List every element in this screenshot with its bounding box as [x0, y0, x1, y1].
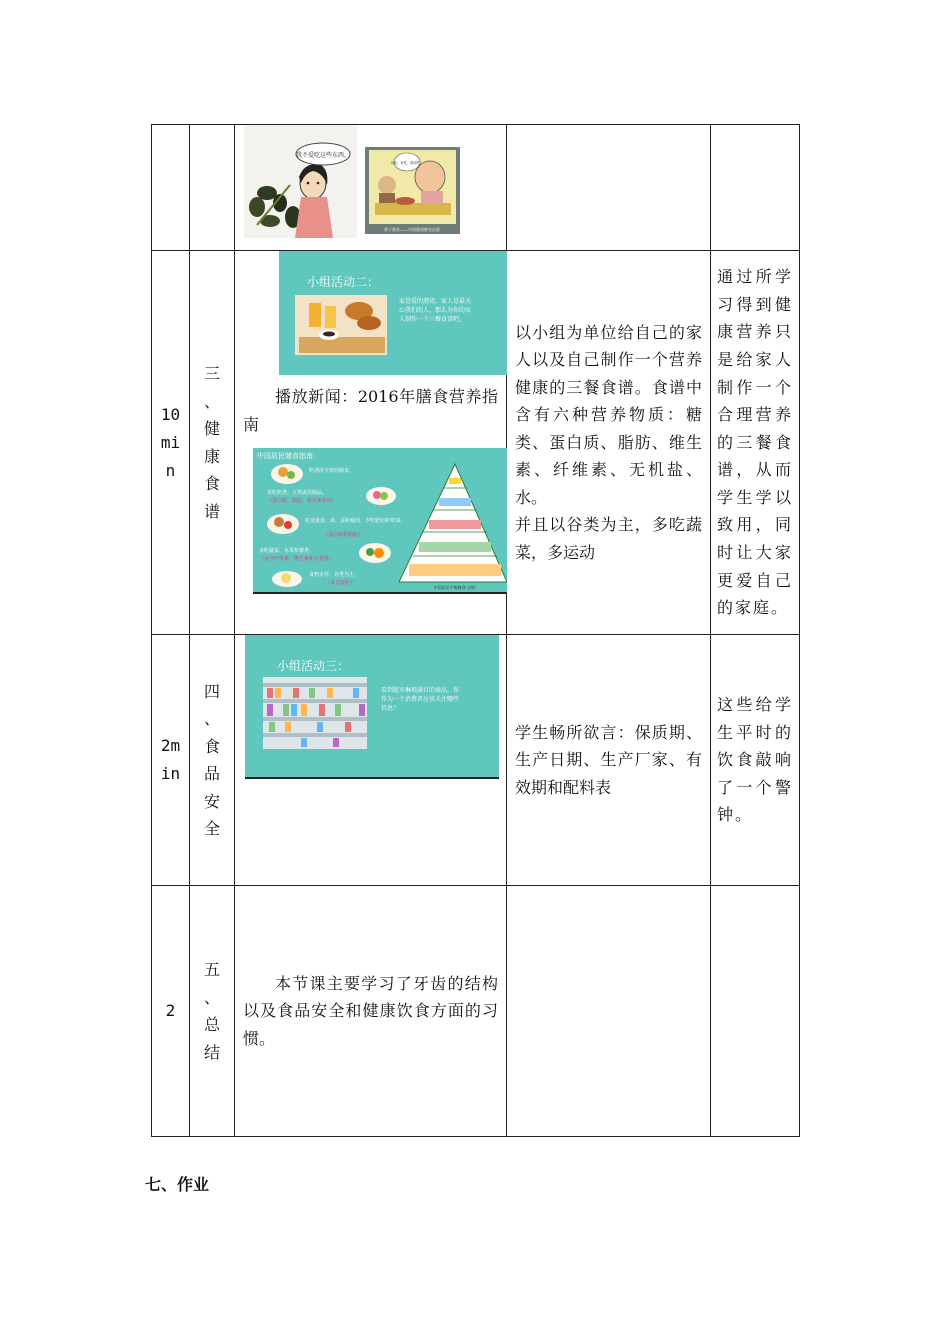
diet-guide-slide — [253, 448, 507, 594]
step-cell — [190, 125, 235, 251]
reflection-cell — [711, 886, 800, 1137]
step-cell — [190, 251, 235, 635]
step-char: 四 — [203, 681, 220, 701]
guide-item-text: 多吃蔬菜、水果和薯类。 — [259, 548, 315, 554]
slide-title: 小组活动三： — [277, 659, 350, 673]
step-cell — [190, 635, 235, 886]
guide-item-note: （多含淀粉） — [325, 580, 356, 586]
student-text: 并且以谷类为主，多吃蔬菜，多运动 — [515, 515, 702, 562]
student-cell — [507, 886, 711, 1137]
slide-bullet: 家是爱的港湾，家人是最关心我们的人，那么为你的家人制作一个三餐食谱吧。 — [399, 299, 472, 323]
food-pyramid — [399, 464, 507, 582]
step-char: 食 — [203, 474, 220, 493]
step-char: 谱 — [203, 501, 220, 521]
pyramid-caption: 中国居民平衡膳食“宝塔” — [433, 585, 477, 590]
reflection-cell: 这些给学生平时的饮食敲响了一个警钟。 — [711, 635, 800, 886]
step-char: 总 — [203, 1015, 220, 1034]
step-char: 康 — [203, 446, 220, 466]
activity-cell — [235, 635, 507, 886]
slide-group-activity-3 — [245, 635, 499, 779]
activity-text: 播放新闻：2016年膳食营养指南 — [243, 387, 498, 434]
step-char: 、 — [203, 987, 220, 1007]
step-char: 、 — [203, 391, 220, 411]
time-cell: 10min — [152, 251, 190, 635]
breakfast-photo — [279, 251, 507, 375]
cartoon2-speech-text: 好吃，好吃，真好吃！ — [391, 161, 423, 165]
lesson-plan-table — [151, 124, 800, 1137]
guide-title: 中国居民膳食指南： — [257, 453, 320, 460]
activity-cell — [235, 251, 507, 635]
diet-guide-graphic — [253, 448, 507, 592]
table-row — [152, 125, 800, 251]
table-row — [152, 886, 800, 1137]
step-char: 、 — [203, 709, 220, 728]
step-char: 品 — [203, 764, 220, 783]
step-char: 结 — [203, 1042, 220, 1062]
step-char: 安 — [203, 791, 220, 811]
time-cell: 2 — [152, 886, 190, 1137]
guide-item-note: （蛋白质和脂肪） — [323, 532, 364, 538]
guide-item-note: （多含纤维素、维生素和无机盐） — [259, 556, 335, 562]
step-char: 食 — [203, 736, 220, 756]
student-text: 以小组为单位给自己的家人以及自己制作一个营养健康的三餐食谱。食谱中含有六种营养物质：糖类、蛋白质、脂肪、维生素、纤维素、无机盐、水。 — [515, 322, 702, 507]
guide-item-note: （蛋白质、脂肪、维生素和钙） — [267, 498, 338, 504]
time-cell: 2min — [152, 635, 190, 886]
slide-group-activity-2 — [279, 251, 507, 375]
student-cell: 学生畅所欲言：保质期、生产日期、生产厂家、有效期和配料表 — [507, 635, 711, 886]
step-char: 三 — [203, 364, 220, 383]
cartoon-images — [235, 125, 507, 246]
reflection-cell — [711, 125, 800, 251]
guide-item-text: 吃适量鱼、禽、蛋和瘦肉，少吃肥肉和荤油。 — [305, 518, 406, 524]
reflection-cell: 通过所学习得到健康营养只是给家人制作一个合理营养的三餐食谱，从而学生学以致用，同时让大家更爱自己的家庭。 — [711, 251, 800, 635]
guide-item-text: 常吃奶类、豆类或其制品。 — [267, 490, 328, 496]
activity-cell: 本节课主要学习了牙齿的结构以及食品安全和健康饮食方面的习惯。 — [235, 886, 507, 1137]
table-row — [152, 251, 800, 635]
step-char: 五 — [203, 960, 220, 979]
step-char: 健 — [203, 419, 220, 438]
time-cell — [152, 125, 190, 251]
student-cell — [507, 125, 711, 251]
cartoon2-caption: 曾子教育——中国健康膳食启蒙 — [384, 227, 440, 232]
slide-title: 小组活动二： — [307, 275, 380, 289]
step-cell — [190, 886, 235, 1137]
food-plates — [267, 464, 396, 587]
cartoon-refusing-vegetables — [244, 125, 357, 238]
guide-item-text: 食物多样、谷类为主。 — [309, 572, 360, 578]
step-char: 全 — [203, 819, 220, 838]
section-heading: 七、作业 — [145, 1175, 210, 1194]
guide-item-text: 吃清淡少盐的膳食。 — [309, 468, 355, 474]
cartoon-eating-scene — [365, 147, 460, 234]
slide-bullet: 看到超市琳琅满目的商品，你作为一个消费者应该关注哪些信息？ — [381, 688, 460, 712]
table-row — [152, 635, 800, 886]
student-cell — [507, 251, 711, 635]
activity-cell — [235, 125, 507, 251]
cartoon-speech-text: 我不爱吃这些东西。 — [295, 153, 351, 159]
